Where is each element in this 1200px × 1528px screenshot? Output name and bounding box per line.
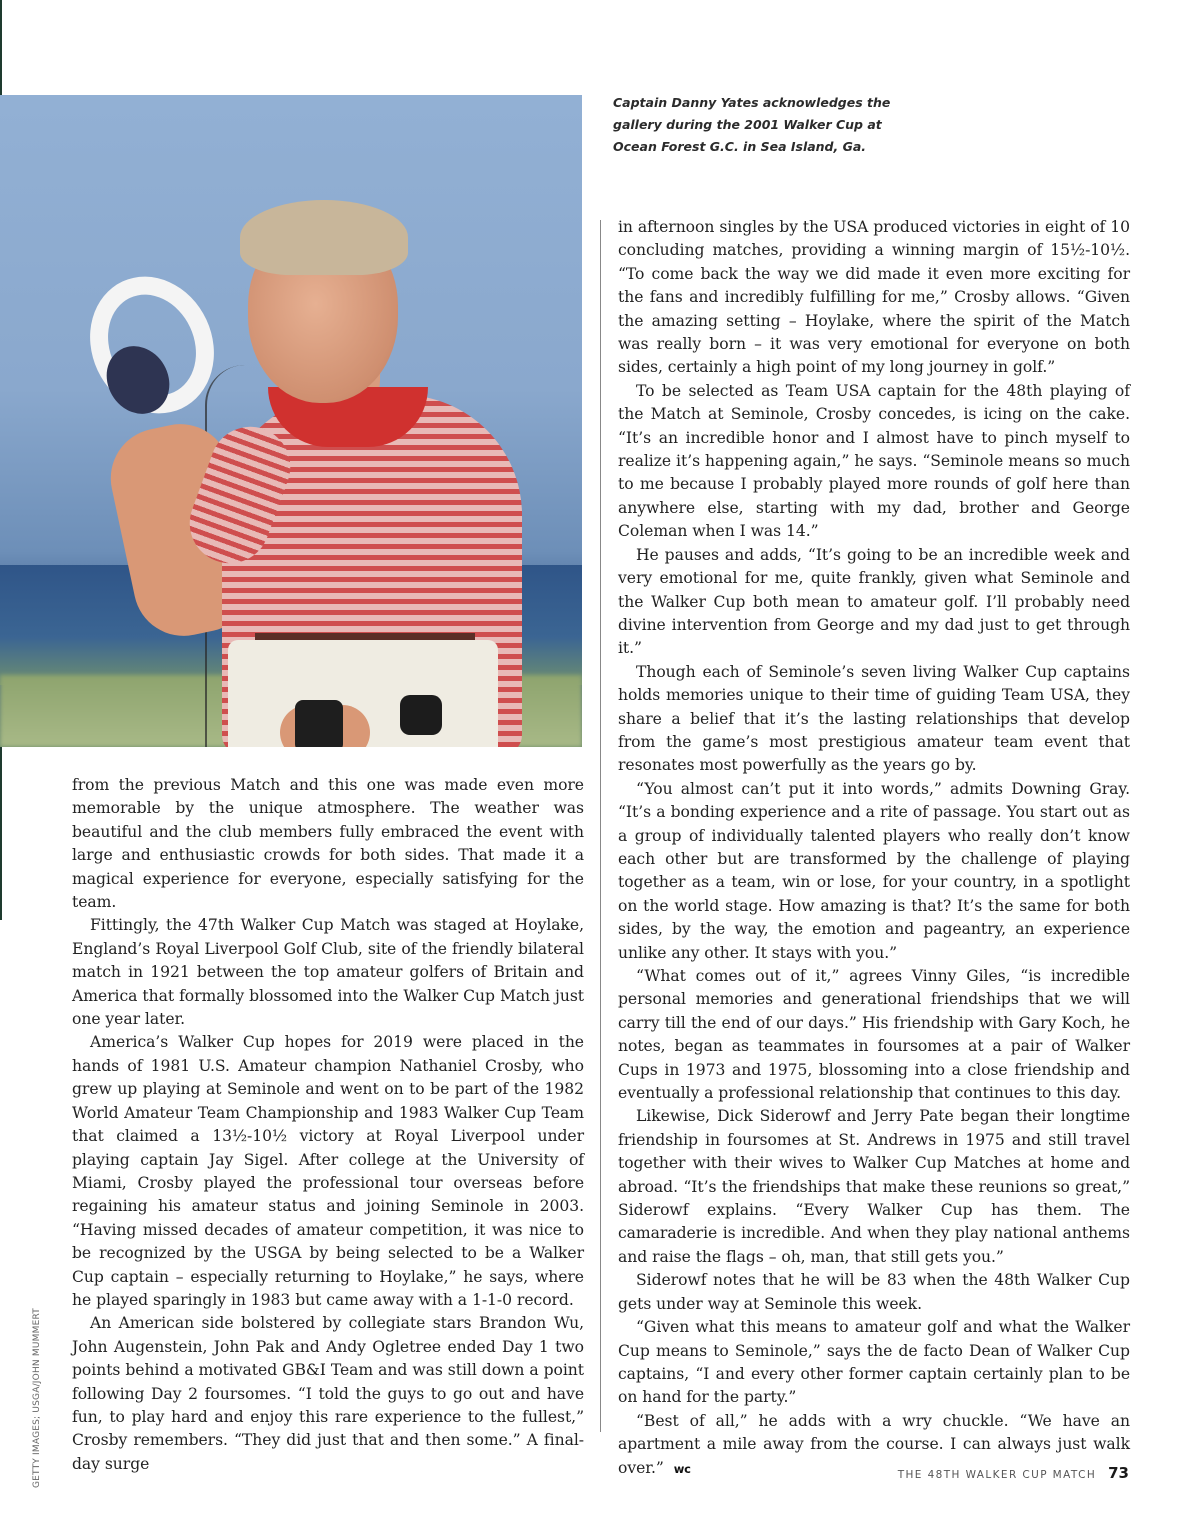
paragraph: Siderowf notes that he will be 83 when the 48th Walker Cup gets under way at Seminole this week. [618,1271,1130,1313]
article-column-left [72,774,584,1476]
photo-credit: GETTY IMAGES; USGA/JOHN MUMMERT [32,1308,42,1488]
paragraph: To be selected as Team USA captain for the 48th playing of the Match at Seminole, Crosby concedes, is icing on the cake. “It’s an incredible honor and I almost have to pinch myself to realize it’s happening again,” he says. “Seminole means so much to me because I probably played more rounds of golf here than anywhere else, starting with my dad, brother and George Coleman when I was 14.” [618,381,1130,541]
paragraph: Fittingly, the 47th Walker Cup Match was staged at Hoylake, England’s Royal Liverpool Golf Club, site of the friendly bilateral match in 1921 between the top amateur golfers of Britain and America that formally blossomed into the Walker Cup Match just one year later. [72,916,584,1029]
paragraph: from the previous Match and this one was made even more memorable by the unique atmosphere. The weather was beautiful and the club members fully embraced the event with large and enthusiastic crowds for both sides. That made it a magical experience for everyone, especially satisfying for the team. [72,776,584,912]
column-divider [600,220,601,1432]
paragraph: “You almost can’t put it into words,” admits Downing Gray. “It’s a bonding experience and a rite of passage. You start out as a group of individually talented players who really don’t know each other but are transformed by the challenge of playing together as a team, win or lose, for your country, in a spotlight on the world stage. How amazing is that? It’s the same for both sides, by the way, the emotion and pageantry, an experience unlike any other. It stays with you.” [618,779,1130,962]
end-mark: wc [673,1461,691,1476]
paragraph: Though each of Seminole’s seven living Walker Cup captains holds memories unique to their time of guiding Team USA, they share a belief that it’s the lasting relationships that develop from the game’s most prestigious amateur team event that resonates most powerfully as the years go by. [618,662,1130,775]
page-number: 73 [1108,1464,1129,1482]
final-text: “Best of all,” he adds with a wry chuckle. “We have an apartment a mile away from the course. I can always just walk over.” [618,1411,1130,1477]
paragraph: An American side bolstered by collegiate stars Brandon Wu, John Augenstein, John Pak and Andy Ogletree ended Day 1 two points behind a motivated GB&I Team and was still down a point following Day 2 foursomes. “I told the guys to go out and have fun, to play hard and enjoy this rare experience to the fullest,” Crosby remembers. “They did just that and then some.” A final-day surge [72,1314,584,1473]
paragraph: “Given what this means to amateur golf and what the Walker Cup means to Seminole,” says the de facto Dean of Walker Cup captains, “I and every other former captain certainly plan to be on hand for the party.” [618,1318,1130,1407]
photo-captain-danny-yates [0,95,582,747]
paragraph: He pauses and adds, “It’s going to be an incredible week and very emotional for me, quite frankly, given what Seminole and the Walker Cup both mean to amateur golf. I’ll probably need divine intervention from George and my dad just to get through it.” [618,545,1130,658]
page-footer [898,1464,1129,1482]
paragraph: “What comes out of it,” agrees Vinny Giles, “is incredible personal memories and generational friendships that we will carry till the end of our days.” His friendship with Gary Koch, he notes, began as teammates in foursomes at a pair of Walker Cups in 1973 and 1975, blossoming into a close friendship and eventually a professional relationship that continues to this day. [618,967,1130,1103]
paragraph: in afternoon singles by the USA produced victories in eight of 10 concluding matches, providing a winning margin of 15½-10½. “To come back the way we did made it even more exciting for the fans and incredibly fulfilling for me,” Crosby allows. “Given the amazing setting – Hoylake, where the spirit of the Match was really born – it was very emotional for everyone on both sides, certainly a high point of my long journey in golf.” [618,218,1130,377]
photo-caption: Captain Danny Yates acknowledges the gallery during the 2001 Walker Cup at Ocean Forest G.C. in Sea Island, Ga. [613,95,891,154]
paragraph: Likewise, Dick Siderowf and Jerry Pate began their longtime friendship in foursomes at St. Andrews in 1975 and still travel together with their wives to Walker Cup Matches at home and abroad. “It’s the friendships that make these reunions so great,” Siderowf explains. “Every Walker Cup has them. The camaraderie is incredible. And when they play national anthems and raise the flags – oh, man, that still gets you.” [618,1107,1130,1266]
running-head: THE 48TH WALKER CUP MATCH [897,1469,1097,1481]
article-column-right [618,216,1130,1481]
paragraph: America’s Walker Cup hopes for 2019 were placed in the hands of 1981 U.S. Amateur champion Nathaniel Crosby, who grew up playing at Seminole and went on to be part of the 1982 World Amateur Team Championship and 1983 Walker Cup Team that claimed a 13½-10½ victory at Royal Liverpool under playing captain Jay Sigel. After college at the University of Miami, Crosby played the professional tour overseas before regaining his amateur status and joining Seminole in 2003. “Having missed decades of amateur competition, it was nice to be recognized by the USGA by being selected to be a Walker Cup captain – especially returning to Hoylake,” he says, where he played sparingly in 1983 but came away with a 1-1-0 record. [72,1033,584,1309]
